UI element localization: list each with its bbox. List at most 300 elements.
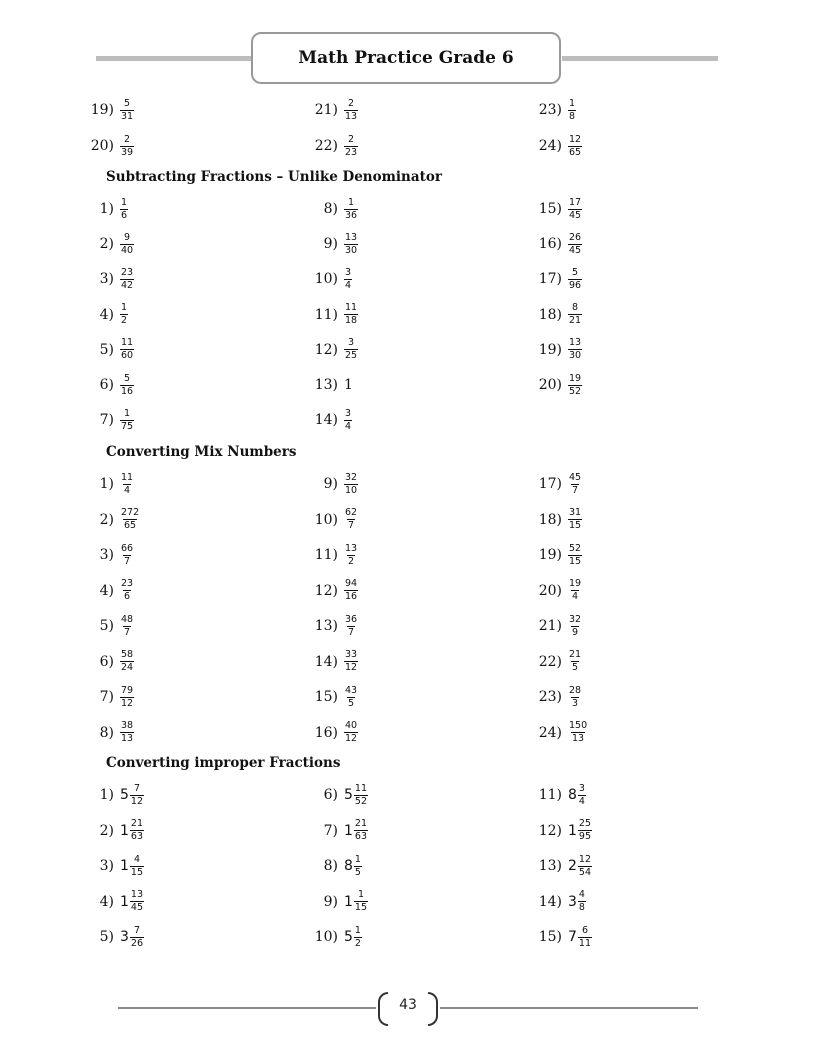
problem-number: 21) — [314, 102, 338, 118]
numerator: 3 — [345, 407, 352, 419]
fraction — [568, 720, 588, 745]
denominator: 12 — [345, 662, 358, 673]
whole-number: 7 — [568, 929, 577, 945]
numerator: 32 — [569, 613, 582, 625]
problem-item — [80, 816, 144, 846]
problem-number: 4) — [99, 582, 114, 599]
numerator: 3 — [345, 266, 352, 278]
numerator: 62 — [345, 507, 358, 518]
numerator: 58 — [121, 649, 134, 660]
problem-number: 3) — [99, 547, 114, 563]
problem-number: 15) — [538, 201, 562, 217]
problem-item — [304, 264, 352, 294]
denominator: 7 — [572, 484, 579, 496]
problem-item — [80, 405, 134, 435]
fraction — [120, 408, 134, 433]
problem-item — [528, 505, 582, 535]
problem-item — [80, 540, 134, 570]
numerator: 11 — [121, 337, 134, 349]
fraction — [130, 783, 144, 808]
fraction — [344, 98, 358, 123]
denominator: 7 — [124, 626, 131, 638]
problem-number: 3) — [99, 858, 114, 874]
fraction — [568, 472, 582, 497]
numerator: 1 — [121, 196, 128, 208]
denominator: 30 — [569, 350, 582, 362]
problem-number: 19) — [90, 102, 114, 118]
fraction — [568, 685, 582, 710]
denominator: 6 — [124, 591, 131, 602]
fraction — [120, 373, 134, 398]
numerator: 1 — [348, 196, 355, 208]
fraction — [120, 578, 134, 603]
numerator: 13 — [345, 231, 358, 243]
whole-number: 1 — [344, 893, 353, 910]
problem-item — [528, 576, 582, 606]
numerator: 21 — [354, 818, 368, 829]
fraction — [120, 614, 134, 639]
fraction — [344, 685, 358, 710]
problem-item — [80, 194, 128, 224]
numerator: 13 — [345, 542, 358, 554]
problem-item — [80, 682, 134, 712]
numerator: 66 — [121, 542, 134, 554]
problem-item — [80, 370, 134, 400]
denominator: 5 — [348, 697, 355, 709]
numerator: 23 — [121, 266, 134, 278]
denominator: 95 — [578, 831, 592, 842]
problem-number: 22) — [314, 138, 338, 154]
numerator: 52 — [569, 542, 582, 554]
denominator: 7 — [348, 626, 355, 638]
problem-number: 24) — [538, 724, 562, 741]
problem-number: 10) — [314, 929, 338, 945]
denominator: 2 — [348, 555, 355, 567]
problem-number: 5) — [99, 618, 114, 634]
numerator: 36 — [345, 613, 358, 625]
whole-number: 5 — [344, 929, 353, 945]
problem-item — [304, 300, 358, 330]
fraction — [568, 543, 582, 568]
header-rule-left — [96, 56, 252, 61]
problem-number: 16) — [314, 724, 338, 741]
problem-number: 9) — [323, 476, 338, 492]
numerator: 43 — [345, 684, 358, 696]
denominator: 36 — [345, 209, 358, 221]
denominator: 4 — [345, 420, 352, 432]
numerator: 13 — [569, 337, 582, 349]
numerator: 11 — [345, 302, 358, 314]
numerator: 5 — [572, 266, 579, 278]
denominator: 52 — [569, 385, 582, 397]
denominator: 7 — [124, 555, 131, 567]
numerator: 1 — [357, 889, 364, 900]
fraction — [354, 889, 368, 914]
denominator: 52 — [354, 795, 368, 807]
problem-number: 20) — [90, 138, 114, 154]
fraction — [568, 197, 582, 222]
numerator: 2 — [124, 133, 131, 145]
numerator: 31 — [569, 507, 582, 518]
numerator: 79 — [121, 684, 134, 696]
problem-item — [304, 718, 358, 748]
problem-item — [304, 370, 353, 400]
problem-number: 12) — [314, 582, 338, 599]
problem-number: 11) — [538, 787, 562, 803]
denominator: 23 — [345, 146, 358, 158]
problem-number: 2) — [99, 822, 114, 839]
numerator: 150 — [569, 720, 588, 731]
denominator: 11 — [578, 937, 592, 949]
denominator: 2 — [121, 315, 128, 327]
numerator: 1 — [354, 853, 361, 865]
denominator: 96 — [569, 279, 582, 291]
numerator: 4 — [133, 853, 140, 865]
problem-item — [80, 335, 134, 365]
page-number-bracket-right — [428, 992, 438, 1026]
problem-item — [80, 780, 144, 810]
problem-item — [304, 194, 358, 224]
fraction — [578, 925, 592, 950]
problem-number: 13) — [314, 377, 338, 393]
denominator: 21 — [569, 315, 582, 327]
problem-number: 1) — [99, 476, 114, 492]
numerator: 9 — [124, 231, 131, 243]
fraction — [120, 197, 128, 222]
problem-number: 9) — [323, 893, 338, 910]
denominator: 13 — [572, 733, 585, 744]
problem-item — [80, 576, 134, 606]
problem-item — [528, 922, 592, 952]
denominator: 7 — [348, 520, 355, 531]
numerator: 45 — [569, 471, 582, 483]
numerator: 11 — [121, 471, 134, 483]
problem-number: 21) — [538, 618, 562, 634]
answer-value: 1 — [344, 377, 353, 393]
problem-number: 8) — [323, 201, 338, 217]
problem-item — [80, 469, 134, 499]
fraction — [344, 507, 358, 532]
numerator: 1 — [121, 302, 128, 314]
problem-item — [528, 540, 582, 570]
fraction — [130, 925, 144, 950]
denominator: 13 — [345, 110, 358, 122]
fraction — [120, 507, 140, 532]
denominator: 15 — [130, 866, 144, 878]
numerator: 48 — [121, 613, 134, 625]
problem-item — [528, 718, 588, 748]
problem-number: 4) — [99, 306, 114, 323]
problem-number: 7) — [99, 412, 114, 429]
problem-number: 1) — [99, 787, 114, 803]
fraction — [344, 578, 358, 603]
problem-item — [304, 229, 358, 259]
fraction — [120, 472, 134, 497]
whole-number: 3 — [568, 893, 577, 910]
fraction — [120, 134, 134, 159]
fraction — [120, 267, 134, 292]
problem-item — [80, 718, 134, 748]
fraction — [120, 337, 134, 362]
problem-number: 15) — [314, 689, 338, 705]
fraction — [354, 818, 368, 843]
numerator: 19 — [569, 578, 582, 589]
fraction — [130, 818, 144, 843]
problem-item — [528, 264, 582, 294]
problem-item — [528, 887, 586, 917]
denominator: 63 — [354, 831, 368, 842]
fraction — [568, 98, 576, 123]
whole-number: 8 — [568, 787, 577, 803]
fraction — [130, 889, 144, 914]
problem-item — [528, 95, 576, 125]
numerator: 8 — [572, 302, 579, 314]
problem-item — [80, 300, 128, 330]
fraction — [578, 818, 592, 843]
fraction — [568, 232, 582, 257]
denominator: 8 — [569, 110, 576, 122]
problem-number: 5) — [99, 929, 114, 945]
problem-number: 17) — [538, 271, 562, 288]
numerator: 32 — [345, 471, 358, 483]
problem-item — [304, 922, 362, 952]
whole-number: 1 — [344, 822, 353, 839]
fraction — [568, 337, 582, 362]
fraction — [344, 543, 358, 568]
whole-number: 2 — [568, 858, 577, 874]
fraction — [120, 98, 134, 123]
problem-item — [80, 611, 134, 641]
section-title: Subtracting Fractions – Unlike Denominator — [106, 169, 442, 185]
problem-item — [304, 540, 358, 570]
problem-item — [528, 611, 582, 641]
denominator: 4 — [124, 484, 131, 496]
denominator: 45 — [569, 244, 582, 256]
fraction — [344, 302, 358, 327]
fraction — [344, 134, 358, 159]
fraction — [344, 720, 358, 745]
problem-number: 4) — [99, 893, 114, 910]
fraction — [120, 302, 128, 327]
problem-number: 14) — [538, 893, 562, 910]
numerator: 23 — [121, 578, 134, 589]
problem-item — [528, 816, 592, 846]
denominator: 12 — [121, 697, 134, 709]
numerator: 1 — [569, 97, 576, 109]
fraction — [344, 197, 358, 222]
denominator: 40 — [121, 244, 134, 256]
problem-item — [80, 505, 140, 535]
problem-number: 2) — [99, 236, 114, 253]
fraction — [344, 472, 358, 497]
denominator: 25 — [345, 350, 358, 362]
whole-number: 1 — [120, 893, 129, 910]
problem-item — [528, 300, 582, 330]
denominator: 12 — [130, 795, 144, 807]
fraction — [354, 854, 362, 879]
numerator: 21 — [130, 818, 144, 829]
problem-item — [80, 851, 144, 881]
problem-item — [304, 95, 358, 125]
problem-number: 24) — [538, 138, 562, 154]
numerator: 1 — [354, 924, 361, 936]
footer-rule-right — [440, 1007, 698, 1009]
problem-number: 8) — [323, 858, 338, 874]
problem-number: 22) — [538, 653, 562, 670]
fraction — [344, 267, 352, 292]
fraction — [120, 232, 134, 257]
footer-rule-left — [118, 1007, 376, 1009]
numerator: 1 — [124, 407, 131, 419]
fraction — [354, 925, 362, 950]
problem-number: 6) — [323, 787, 338, 803]
problem-item — [528, 131, 582, 161]
numerator: 38 — [121, 720, 134, 731]
fraction — [344, 614, 358, 639]
problem-item — [304, 611, 358, 641]
numerator: 5 — [124, 97, 131, 109]
problem-item — [528, 335, 582, 365]
problem-number: 10) — [314, 271, 338, 288]
problem-item — [304, 647, 358, 677]
numerator: 7 — [133, 924, 140, 936]
problem-number: 11) — [314, 547, 338, 563]
whole-number: 5 — [120, 787, 129, 803]
denominator: 5 — [354, 866, 361, 878]
problem-number: 5) — [99, 341, 114, 358]
fraction — [568, 302, 582, 327]
fraction — [354, 783, 368, 808]
title-box — [251, 32, 561, 84]
numerator: 13 — [130, 889, 144, 900]
numerator: 2 — [348, 97, 355, 109]
problem-number: 20) — [538, 582, 562, 599]
fraction — [120, 543, 134, 568]
problem-number: 13) — [314, 618, 338, 634]
problem-item — [528, 194, 582, 224]
numerator: 11 — [354, 782, 368, 794]
page-number-bracket-left — [378, 992, 388, 1026]
problem-number: 15) — [538, 929, 562, 945]
denominator: 16 — [121, 385, 134, 397]
numerator: 94 — [345, 578, 358, 589]
denominator: 24 — [121, 662, 134, 673]
denominator: 16 — [345, 591, 358, 602]
problem-number: 1) — [99, 201, 114, 217]
section-title: Converting improper Fractions — [106, 755, 341, 771]
header-rule-right — [562, 56, 718, 61]
denominator: 30 — [345, 244, 358, 256]
numerator: 272 — [121, 507, 140, 518]
problem-item — [304, 887, 368, 917]
problem-item — [528, 647, 582, 677]
problem-number: 23) — [538, 102, 562, 118]
problem-item — [80, 922, 144, 952]
denominator: 45 — [130, 902, 144, 913]
whole-number: 1 — [120, 858, 129, 874]
fraction — [568, 373, 582, 398]
problem-item — [80, 264, 134, 294]
denominator: 9 — [572, 626, 579, 638]
denominator: 15 — [569, 555, 582, 567]
page-number: 43 — [399, 997, 417, 1013]
numerator: 12 — [578, 853, 592, 865]
denominator: 15 — [354, 902, 368, 913]
fraction — [578, 889, 586, 914]
problem-number: 14) — [314, 653, 338, 670]
denominator: 6 — [121, 209, 128, 221]
problem-number: 6) — [99, 653, 114, 670]
problem-number: 2) — [99, 511, 114, 528]
fraction — [120, 685, 134, 710]
numerator: 2 — [348, 133, 355, 145]
problem-item — [304, 576, 358, 606]
problem-number: 11) — [314, 306, 338, 323]
denominator: 75 — [121, 420, 134, 432]
whole-number: 1 — [120, 822, 129, 839]
numerator: 28 — [569, 684, 582, 696]
fraction — [578, 783, 586, 808]
problem-item — [304, 131, 358, 161]
section-title: Converting Mix Numbers — [106, 444, 297, 460]
fraction — [568, 578, 582, 603]
denominator: 45 — [569, 209, 582, 221]
numerator: 12 — [569, 133, 582, 145]
problem-number: 7) — [323, 822, 338, 839]
problem-number: 14) — [314, 412, 338, 429]
denominator: 39 — [121, 146, 134, 158]
whole-number: 8 — [344, 858, 353, 874]
problem-item — [528, 851, 592, 881]
denominator: 13 — [121, 733, 134, 744]
numerator: 17 — [569, 196, 582, 208]
fraction — [344, 337, 358, 362]
fraction — [120, 649, 134, 674]
problem-item — [304, 851, 362, 881]
problem-item — [304, 405, 352, 435]
denominator: 12 — [345, 733, 358, 744]
fraction — [568, 134, 582, 159]
denominator: 60 — [121, 350, 134, 362]
fraction — [568, 267, 582, 292]
numerator: 6 — [581, 924, 588, 936]
problem-number: 18) — [538, 306, 562, 323]
fraction — [344, 649, 358, 674]
fraction — [344, 232, 358, 257]
fraction — [344, 408, 352, 433]
problem-number: 8) — [99, 724, 114, 741]
problem-number: 19) — [538, 341, 562, 358]
fraction — [130, 854, 144, 879]
problem-item — [304, 469, 358, 499]
numerator: 33 — [345, 649, 358, 660]
denominator: 31 — [121, 110, 134, 122]
denominator: 3 — [572, 697, 579, 709]
problem-number: 10) — [314, 511, 338, 528]
denominator: 18 — [345, 315, 358, 327]
problem-item — [80, 95, 134, 125]
fraction — [568, 507, 582, 532]
problem-number: 3) — [99, 271, 114, 288]
whole-number: 1 — [568, 822, 577, 839]
page-title: Math Practice Grade 6 — [298, 48, 514, 68]
problem-number: 20) — [538, 377, 562, 393]
denominator: 8 — [578, 902, 585, 913]
problem-number: 19) — [538, 547, 562, 563]
whole-number: 3 — [120, 929, 129, 945]
fraction — [120, 720, 134, 745]
denominator: 5 — [572, 662, 579, 673]
